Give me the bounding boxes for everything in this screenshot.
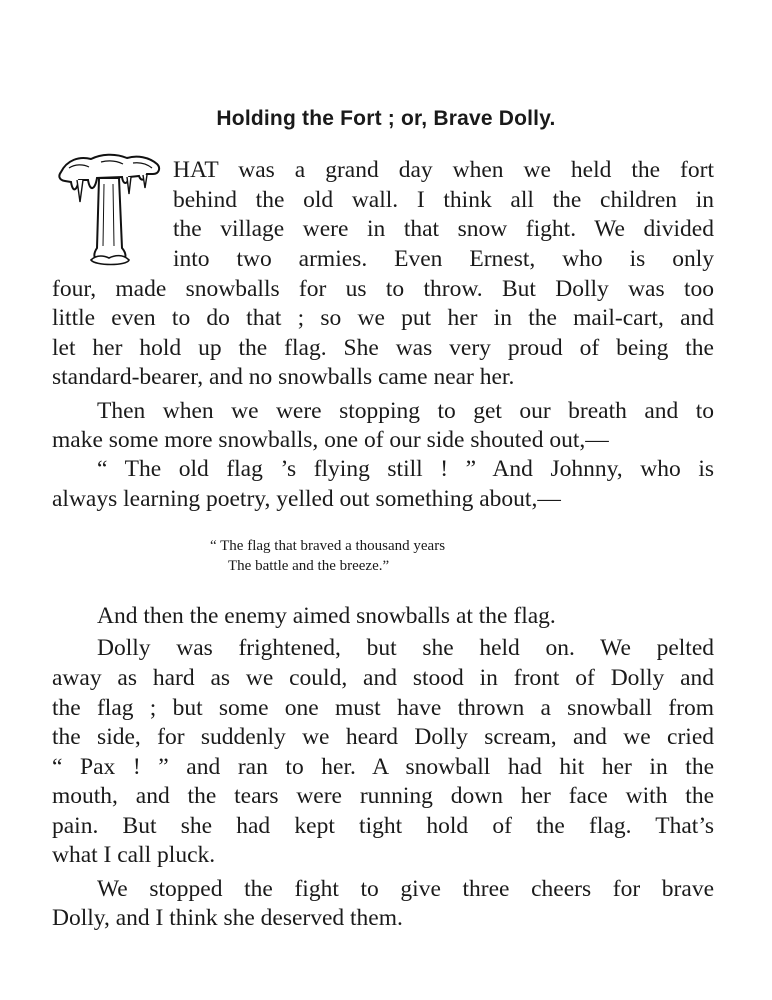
text-line: into two armies. Even Ernest, who is only [173, 246, 714, 272]
text-line: behind the old wall. I think all the children in [173, 187, 714, 213]
text-line: And then the enemy aimed snowballs at the flag. [97, 603, 556, 629]
text-line: the side, for suddenly we heard Dolly scream, and we cried [52, 724, 714, 750]
text-line: HAT was a grand day when we held the fort [173, 157, 714, 183]
verse-quote [210, 536, 570, 576]
verse-line: The battle and the breeze.” [228, 558, 390, 574]
text-line: mouth, and the tears were running down her face with the [52, 783, 714, 809]
text-line: “ Pax ! ” and ran to her. A snowball had hit her in the [52, 754, 714, 780]
text-line: little even to do that ; so we put her in the mail-cart, and [52, 305, 714, 331]
text-line: always learning poetry, yelled out something about,— [52, 486, 561, 512]
text-line: Dolly, and I think she deserved them. [52, 905, 403, 931]
text-line: away as hard as we could, and stood in front of Dolly and [52, 665, 714, 691]
text-line: what I call pluck. [52, 842, 216, 868]
snow-covered-T-icon [57, 150, 163, 268]
text-line: the village were in that snow fight. We divided [173, 216, 714, 242]
text-line: standard-bearer, and no snowballs came near her. [52, 364, 515, 390]
text-line: make some more snowballs, one of our side shouted out,— [52, 427, 609, 453]
text-line: “ The old flag ’s flying still ! ” And Johnny, who is [97, 456, 714, 482]
text-line: the flag ; but some one must have thrown a snowball from [52, 695, 714, 721]
text-line: let her hold up the flag. She was very proud of being the [52, 335, 714, 361]
text-line: pain. But she had kept tight hold of the flag. That’s [52, 813, 714, 839]
text-line: Dolly was frightened, but she held on. We pelted [97, 635, 714, 661]
page-title: Holding the Fort ; or, Brave Dolly. [216, 107, 556, 130]
text-line: Then when we were stopping to get our breath and to [97, 398, 714, 424]
text-line: We stopped the fight to give three cheers for brave [97, 876, 714, 902]
text-line: four, made snowballs for us to throw. But Dolly was too [52, 276, 714, 302]
verse-line: “ The flag that braved a thousand years [210, 538, 446, 554]
